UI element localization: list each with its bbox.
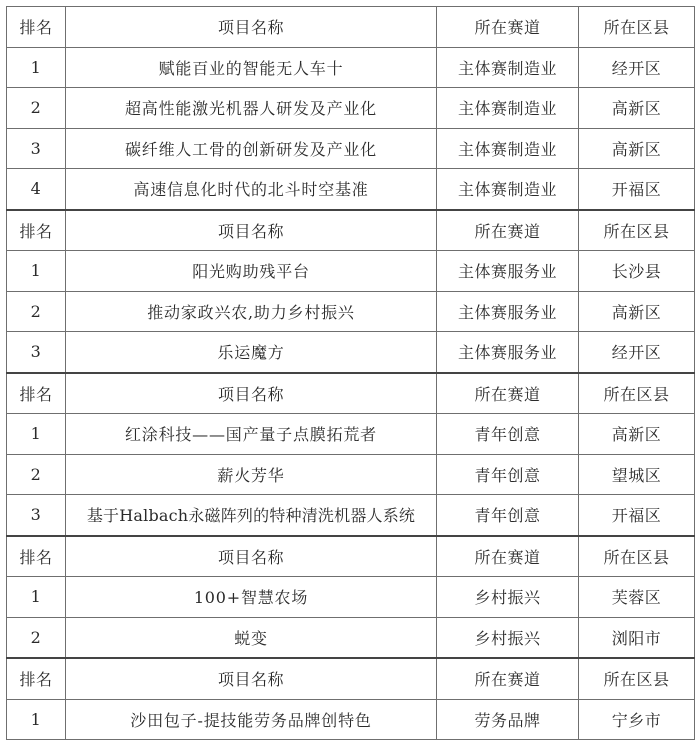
header-name: 项目名称 bbox=[66, 658, 437, 699]
table-row bbox=[7, 699, 695, 740]
table-row bbox=[7, 577, 695, 618]
project-name-cell: 沙田包子-提技能劳务品牌创特色 bbox=[66, 699, 437, 740]
project-name-cell: 红涂科技——国产量子点膜拓荒者 bbox=[66, 414, 437, 455]
header-rank: 排名 bbox=[7, 210, 66, 251]
header-track: 所在赛道 bbox=[437, 373, 579, 414]
rank-cell: 1 bbox=[7, 251, 66, 292]
rank-cell: 2 bbox=[7, 617, 66, 658]
header-name: 项目名称 bbox=[66, 373, 437, 414]
track-cell: 主体赛服务业 bbox=[437, 251, 579, 292]
project-name-cell: 蜕变 bbox=[66, 617, 437, 658]
track-cell: 主体赛制造业 bbox=[437, 169, 579, 210]
rank-cell: 1 bbox=[7, 699, 66, 740]
area-cell: 高新区 bbox=[579, 291, 695, 332]
header-name: 项目名称 bbox=[66, 536, 437, 577]
header-row bbox=[7, 210, 695, 251]
track-cell: 青年创意 bbox=[437, 454, 579, 495]
area-cell: 高新区 bbox=[579, 414, 695, 455]
area-cell: 开福区 bbox=[579, 495, 695, 536]
project-name-cell: 阳光购助残平台 bbox=[66, 251, 437, 292]
area-cell: 宁乡市 bbox=[579, 699, 695, 740]
table-row bbox=[7, 88, 695, 129]
rank-cell: 1 bbox=[7, 414, 66, 455]
area-cell: 经开区 bbox=[579, 47, 695, 88]
table-row bbox=[7, 128, 695, 169]
header-name: 项目名称 bbox=[66, 7, 437, 48]
project-name-cell: 推动家政兴农,助力乡村振兴 bbox=[66, 291, 437, 332]
header-rank: 排名 bbox=[7, 658, 66, 699]
track-cell: 主体赛服务业 bbox=[437, 291, 579, 332]
header-row bbox=[7, 7, 695, 48]
header-rank: 排名 bbox=[7, 536, 66, 577]
area-cell: 经开区 bbox=[579, 332, 695, 373]
project-name-cell: 100+智慧农场 bbox=[66, 577, 437, 618]
header-row bbox=[7, 658, 695, 699]
table-row bbox=[7, 414, 695, 455]
track-cell: 主体赛制造业 bbox=[437, 128, 579, 169]
track-cell: 主体赛服务业 bbox=[437, 332, 579, 373]
header-area: 所在区县 bbox=[579, 373, 695, 414]
table-row bbox=[7, 617, 695, 658]
header-row bbox=[7, 536, 695, 577]
rank-cell: 3 bbox=[7, 495, 66, 536]
table-row bbox=[7, 291, 695, 332]
rank-cell: 1 bbox=[7, 577, 66, 618]
table-row bbox=[7, 332, 695, 373]
header-rank: 排名 bbox=[7, 373, 66, 414]
table-row bbox=[7, 169, 695, 210]
track-cell: 劳务品牌 bbox=[437, 699, 579, 740]
project-name-cell: 高速信息化时代的北斗时空基准 bbox=[66, 169, 437, 210]
table-row bbox=[7, 251, 695, 292]
track-cell: 青年创意 bbox=[437, 495, 579, 536]
ranking-table bbox=[6, 6, 695, 740]
table-row bbox=[7, 454, 695, 495]
header-rank: 排名 bbox=[7, 7, 66, 48]
track-cell: 乡村振兴 bbox=[437, 617, 579, 658]
table-row bbox=[7, 47, 695, 88]
table-row bbox=[7, 495, 695, 536]
rank-cell: 3 bbox=[7, 128, 66, 169]
header-area: 所在区县 bbox=[579, 658, 695, 699]
header-track: 所在赛道 bbox=[437, 658, 579, 699]
header-area: 所在区县 bbox=[579, 210, 695, 251]
rank-cell: 1 bbox=[7, 47, 66, 88]
rank-cell: 2 bbox=[7, 291, 66, 332]
area-cell: 芙蓉区 bbox=[579, 577, 695, 618]
rank-cell: 3 bbox=[7, 332, 66, 373]
header-track: 所在赛道 bbox=[437, 7, 579, 48]
project-name-cell: 赋能百业的智能无人车十 bbox=[66, 47, 437, 88]
header-name: 项目名称 bbox=[66, 210, 437, 251]
track-cell: 主体赛制造业 bbox=[437, 47, 579, 88]
area-cell: 浏阳市 bbox=[579, 617, 695, 658]
area-cell: 开福区 bbox=[579, 169, 695, 210]
area-cell: 高新区 bbox=[579, 88, 695, 129]
area-cell: 长沙县 bbox=[579, 251, 695, 292]
header-area: 所在区县 bbox=[579, 7, 695, 48]
track-cell: 青年创意 bbox=[437, 414, 579, 455]
project-name-cell: 超高性能激光机器人研发及产业化 bbox=[66, 88, 437, 129]
project-name-cell: 基于Halbach永磁阵列的特种清洗机器人系统 bbox=[66, 495, 437, 536]
rank-cell: 2 bbox=[7, 454, 66, 495]
area-cell: 望城区 bbox=[579, 454, 695, 495]
project-name-cell: 碳纤维人工骨的创新研发及产业化 bbox=[66, 128, 437, 169]
rank-cell: 2 bbox=[7, 88, 66, 129]
track-cell: 主体赛制造业 bbox=[437, 88, 579, 129]
rank-cell: 4 bbox=[7, 169, 66, 210]
header-track: 所在赛道 bbox=[437, 536, 579, 577]
header-track: 所在赛道 bbox=[437, 210, 579, 251]
header-row bbox=[7, 373, 695, 414]
area-cell: 高新区 bbox=[579, 128, 695, 169]
track-cell: 乡村振兴 bbox=[437, 577, 579, 618]
header-area: 所在区县 bbox=[579, 536, 695, 577]
project-name-cell: 薪火芳华 bbox=[66, 454, 437, 495]
project-name-cell: 乐运魔方 bbox=[66, 332, 437, 373]
